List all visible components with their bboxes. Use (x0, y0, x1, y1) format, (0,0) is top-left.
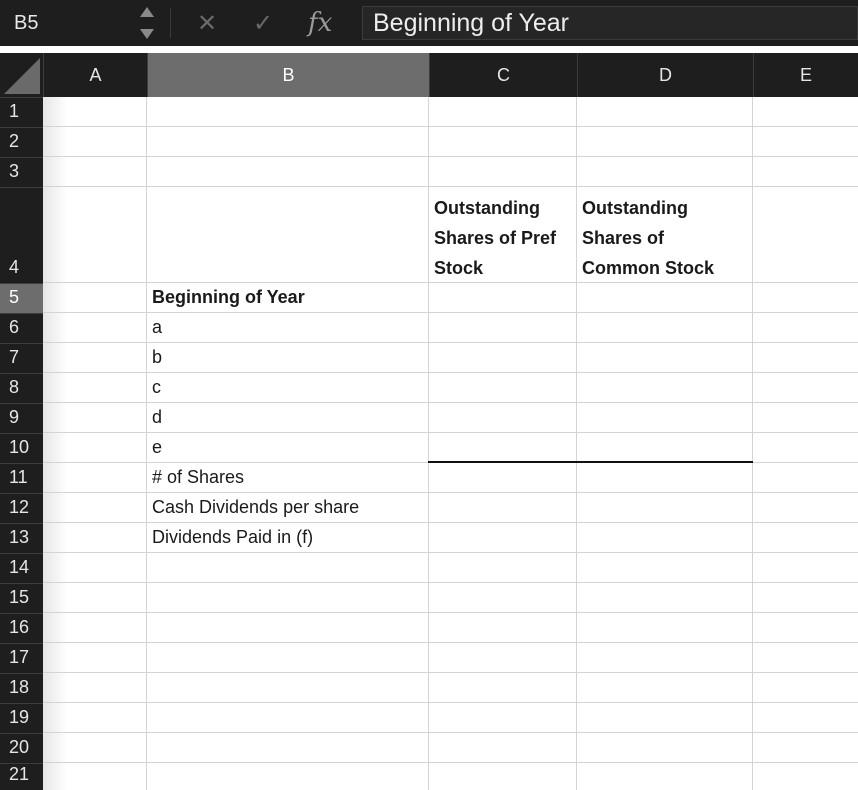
function-icon[interactable]: fx (308, 8, 333, 38)
row-header-10[interactable]: 10 (0, 433, 43, 463)
name-box[interactable]: B5 (14, 11, 39, 34)
gridline (43, 522, 858, 523)
row-header-9[interactable]: 9 (0, 403, 43, 433)
row-header-3[interactable]: 3 (0, 157, 43, 187)
cell-c4[interactable] (434, 193, 556, 283)
gridline (43, 702, 858, 703)
row-header-16[interactable]: 16 (0, 613, 43, 643)
row-header-19[interactable]: 19 (0, 703, 43, 733)
gridline (43, 312, 858, 313)
gridline (146, 97, 147, 790)
formula-bar (0, 0, 858, 46)
row-header-14[interactable]: 14 (0, 553, 43, 583)
up-down-arrows-icon[interactable] (136, 6, 158, 40)
gridline (43, 126, 858, 127)
cell-b11[interactable]: # of Shares (152, 467, 245, 487)
row-header-15[interactable]: 15 (0, 583, 43, 613)
gridline (43, 492, 858, 493)
gridline (43, 672, 858, 673)
formula-bar-divider (170, 8, 171, 38)
cell-c4-line-1: Outstanding (434, 198, 540, 218)
gridline (576, 97, 577, 790)
gridline (43, 762, 858, 763)
cell-b7[interactable]: b (152, 347, 163, 367)
gridline (43, 372, 858, 373)
column-header-d[interactable]: D (577, 53, 753, 97)
row-header-11[interactable]: 11 (0, 463, 43, 493)
cell-d4-line-3: Common Stock (582, 258, 715, 278)
gridline (752, 97, 753, 790)
gridline (428, 97, 429, 790)
gridline (43, 582, 858, 583)
cell-b6[interactable]: a (152, 317, 163, 337)
gridline (43, 186, 858, 187)
row-10-bottom-border (428, 461, 753, 463)
row-header-17[interactable]: 17 (0, 643, 43, 673)
cell-b5[interactable]: Beginning of Year (152, 287, 305, 307)
gridline (43, 732, 858, 733)
sheet-grid[interactable] (43, 97, 858, 790)
gridline (43, 432, 858, 433)
gridline (43, 342, 858, 343)
row-header-1[interactable]: 1 (0, 97, 43, 127)
cell-b9[interactable]: d (152, 407, 163, 427)
cell-d4-line-1: Outstanding (582, 198, 688, 218)
column-header-bar (0, 53, 858, 97)
frozen-shadow (43, 97, 67, 790)
select-all-triangle-icon[interactable] (0, 53, 43, 97)
column-header-c[interactable]: C (429, 53, 577, 97)
row-header-12[interactable]: 12 (0, 493, 43, 523)
gridline (43, 552, 858, 553)
cell-b8[interactable]: c (152, 377, 161, 397)
gridline (43, 402, 858, 403)
cell-d4[interactable] (582, 193, 714, 283)
cell-c4-line-3: Stock (434, 258, 484, 278)
close-icon[interactable]: ✕ (196, 9, 218, 37)
row-header-21[interactable]: 21 (0, 763, 43, 790)
gridline (43, 642, 858, 643)
cell-b13[interactable]: Dividends Paid in (f) (152, 527, 314, 547)
row-header-13[interactable]: 13 (0, 523, 43, 553)
cell-b10[interactable]: e (152, 437, 163, 457)
cell-b12[interactable]: Cash Dividends per share (152, 497, 360, 517)
row-header-18[interactable]: 18 (0, 673, 43, 703)
formula-input[interactable]: Beginning of Year (362, 6, 858, 40)
row-header-5[interactable]: 5 (0, 283, 43, 313)
row-header-8[interactable]: 8 (0, 373, 43, 403)
row-header-2[interactable]: 2 (0, 127, 43, 157)
row-header-6[interactable]: 6 (0, 313, 43, 343)
gridline (43, 612, 858, 613)
column-header-a[interactable]: A (43, 53, 147, 97)
gridline (43, 156, 858, 157)
cell-d4-line-2: Shares of (582, 228, 665, 248)
checkmark-icon[interactable]: ✓ (252, 9, 274, 37)
cell-c4-line-2: Shares of Pref (434, 228, 557, 248)
row-header-7[interactable]: 7 (0, 343, 43, 373)
row-header-4[interactable]: 4 (0, 187, 43, 283)
column-header-e[interactable]: E (753, 53, 858, 97)
row-header-20[interactable]: 20 (0, 733, 43, 763)
column-header-b[interactable]: B (147, 53, 429, 97)
